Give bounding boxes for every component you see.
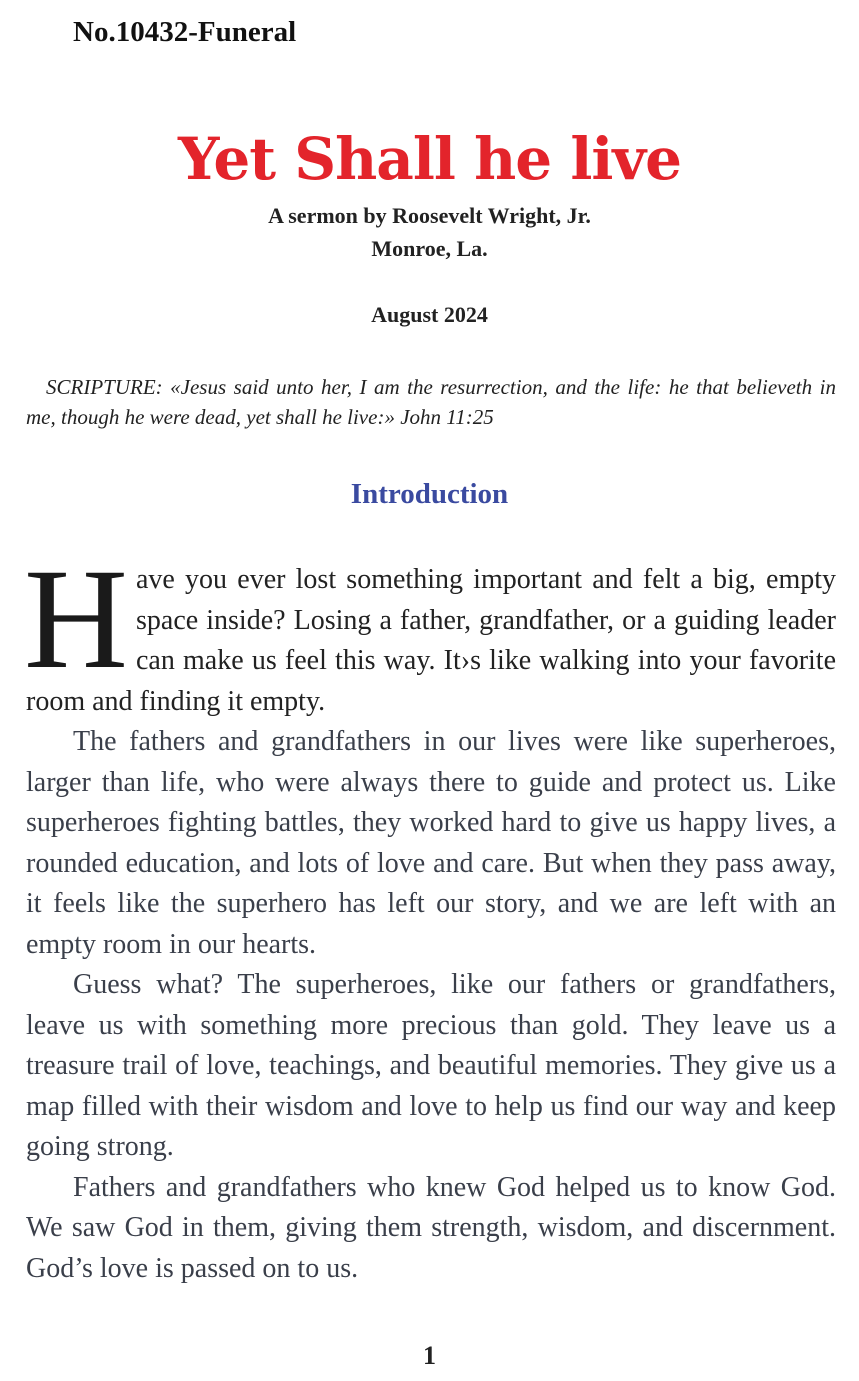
section-heading: Introduction (350, 478, 509, 510)
document-number: No.10432-Funeral (73, 16, 297, 48)
page-number: 1 (423, 1341, 436, 1370)
scripture-quote: SCRIPTURE: «Jesus said unto her, I am the resurrection, and the life: he that believeth in me, though he were dead, yet shall he live:» John 11:25 (26, 375, 836, 429)
sermon-date: August 2024 (371, 302, 488, 327)
author-byline: A sermon by Roosevelt Wright, Jr. (268, 203, 591, 228)
paragraph-1-text: ave you ever lost something important and felt a big, empty space inside? Losing a father, grandfather, or a guiding leader can make us feel this way. It›s like walking into your favorite room and finding it empty. (26, 564, 836, 717)
paragraph-4: Fathers and grandfathers who knew God helped us to know God. We saw God in them, giving them strength, wisdom, and discernment. God’s love is passed on to us. (26, 1171, 836, 1284)
paragraph-1 (24, 540, 836, 722)
paragraph-2: The fathers and grandfathers in our lives were like superheroes, larger than life, who were always there to guide and protect us. Like superheroes fighting battles, they worked hard to give us happy lives, a rounded education, and lots of love and care. But when they pass away, it feels like the superhero has left our story, and we are left with an empty room in our hearts. (26, 726, 836, 960)
author-location: Monroe, La. (371, 236, 488, 261)
drop-cap: H (24, 540, 128, 699)
sermon-title: Yet Shall he live (177, 125, 682, 193)
sermon-body (24, 540, 836, 1289)
paragraph-3: Guess what? The superheroes, like our fathers or grandfathers, leave us with something more precious than gold. They leave us a treasure trail of love, teachings, and beautiful memories. They give us a map filled with their wisdom and love to help us find our way and keep going strong. (26, 969, 836, 1162)
